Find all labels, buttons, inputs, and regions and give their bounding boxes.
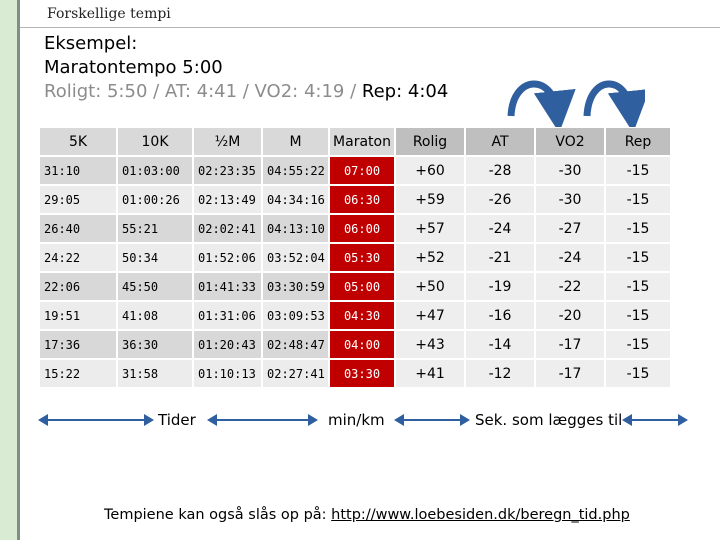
table-row — [40, 331, 670, 358]
header-vo2: VO2 — [536, 128, 604, 155]
cell-rep: -15 — [606, 331, 670, 358]
double-arrow-icon-sek-right — [620, 410, 690, 430]
double-arrow-icon-minkm — [205, 410, 320, 430]
cell-at: -12 — [466, 360, 534, 387]
cell-rep: -15 — [606, 273, 670, 300]
footer-note — [104, 507, 630, 523]
header-marathon-time: M — [263, 128, 328, 155]
cell-marathon: 04:55:22 — [263, 157, 328, 184]
header-at: AT — [466, 128, 534, 155]
cell-vo2: -30 — [536, 157, 604, 184]
curved-arrows-icon — [495, 72, 645, 127]
header-half-marathon: ½M — [194, 128, 261, 155]
cell-5k: 31:10 — [40, 157, 116, 184]
cell-10k: 31:58 — [118, 360, 192, 387]
cell-marathon: 03:52:04 — [263, 244, 328, 271]
label-minkm: min/km — [328, 411, 385, 429]
cell-vo2: -24 — [536, 244, 604, 271]
cell-maraton-pace: 06:30 — [330, 186, 394, 213]
cell-at: -28 — [466, 157, 534, 184]
paces-line-muted: Roligt: 5:50 / AT: 4:41 / VO2: 4:19 / — [44, 81, 357, 102]
table-row — [40, 186, 670, 213]
cell-rep: -15 — [606, 302, 670, 329]
header-rep: Rep — [606, 128, 670, 155]
cell-maraton-pace: 04:00 — [330, 331, 394, 358]
cell-5k: 29:05 — [40, 186, 116, 213]
cell-5k: 17:36 — [40, 331, 116, 358]
marathon-pace-line: Maratontempo 5:00 — [44, 57, 223, 78]
cell-10k: 55:21 — [118, 215, 192, 242]
cell-vo2: -17 — [536, 331, 604, 358]
title-block — [44, 32, 448, 104]
cell-10k: 41:08 — [118, 302, 192, 329]
cell-rolig: +41 — [396, 360, 464, 387]
cell-rolig: +43 — [396, 331, 464, 358]
cell-half-marathon: 01:31:06 — [194, 302, 261, 329]
cell-half-marathon: 02:13:49 — [194, 186, 261, 213]
cell-maraton-pace: 05:30 — [330, 244, 394, 271]
cell-at: -14 — [466, 331, 534, 358]
cell-10k: 50:34 — [118, 244, 192, 271]
cell-half-marathon: 01:52:06 — [194, 244, 261, 271]
header-maraton-pace: Maraton — [330, 128, 394, 155]
cell-10k: 45:50 — [118, 273, 192, 300]
cell-vo2: -30 — [536, 186, 604, 213]
label-sek: Sek. som lægges til — [475, 411, 623, 429]
cell-maraton-pace: 03:30 — [330, 360, 394, 387]
table-row — [40, 302, 670, 329]
cell-vo2: -17 — [536, 360, 604, 387]
tempo-table — [38, 126, 672, 389]
cell-half-marathon: 02:02:41 — [194, 215, 261, 242]
header-rolig: Rolig — [396, 128, 464, 155]
table-row — [40, 157, 670, 184]
double-arrow-icon-tider — [36, 410, 156, 430]
cell-5k: 24:22 — [40, 244, 116, 271]
cell-at: -21 — [466, 244, 534, 271]
double-arrow-icon-sek-left — [392, 410, 472, 430]
cell-rolig: +60 — [396, 157, 464, 184]
table-header-row — [40, 128, 670, 155]
example-label: Eksempel: — [44, 33, 138, 54]
cell-half-marathon: 01:41:33 — [194, 273, 261, 300]
cell-maraton-pace: 05:00 — [330, 273, 394, 300]
footer-text: Tempiene kan også slås op på: — [104, 507, 332, 523]
cell-10k: 01:03:00 — [118, 157, 192, 184]
header-divider — [20, 27, 720, 28]
slide-sidebar — [0, 0, 20, 540]
cell-half-marathon: 02:23:35 — [194, 157, 261, 184]
cell-vo2: -27 — [536, 215, 604, 242]
cell-rolig: +52 — [396, 244, 464, 271]
cell-maraton-pace: 06:00 — [330, 215, 394, 242]
cell-at: -26 — [466, 186, 534, 213]
cell-half-marathon: 01:10:13 — [194, 360, 261, 387]
table-row — [40, 215, 670, 242]
cell-maraton-pace: 04:30 — [330, 302, 394, 329]
cell-marathon: 04:13:10 — [263, 215, 328, 242]
cell-rep: -15 — [606, 157, 670, 184]
header-10k: 10K — [118, 128, 192, 155]
cell-5k: 22:06 — [40, 273, 116, 300]
curved-arrow-right — [587, 84, 631, 116]
cell-rolig: +47 — [396, 302, 464, 329]
paces-line — [44, 80, 448, 104]
cell-rep: -15 — [606, 360, 670, 387]
cell-maraton-pace: 07:00 — [330, 157, 394, 184]
cell-marathon: 02:48:47 — [263, 331, 328, 358]
table-row — [40, 244, 670, 271]
cell-at: -19 — [466, 273, 534, 300]
cell-half-marathon: 01:20:43 — [194, 331, 261, 358]
cell-vo2: -20 — [536, 302, 604, 329]
table-row — [40, 360, 670, 387]
cell-marathon: 03:09:53 — [263, 302, 328, 329]
cell-rolig: +59 — [396, 186, 464, 213]
table-row — [40, 273, 670, 300]
paces-line-rep: Rep: 4:04 — [356, 81, 449, 102]
header-5k: 5K — [40, 128, 116, 155]
footer-link[interactable]: http://www.loebesiden.dk/beregn_tid.php — [331, 507, 630, 523]
cell-10k: 01:00:26 — [118, 186, 192, 213]
cell-rep: -15 — [606, 215, 670, 242]
cell-rep: -15 — [606, 244, 670, 271]
curved-arrow-left — [511, 84, 557, 116]
cell-at: -16 — [466, 302, 534, 329]
cell-10k: 36:30 — [118, 331, 192, 358]
cell-at: -24 — [466, 215, 534, 242]
cell-5k: 26:40 — [40, 215, 116, 242]
cell-5k: 19:51 — [40, 302, 116, 329]
cell-5k: 15:22 — [40, 360, 116, 387]
cell-marathon: 04:34:16 — [263, 186, 328, 213]
cell-rep: -15 — [606, 186, 670, 213]
cell-rolig: +57 — [396, 215, 464, 242]
cell-vo2: -22 — [536, 273, 604, 300]
cell-marathon: 02:27:41 — [263, 360, 328, 387]
cell-marathon: 03:30:59 — [263, 273, 328, 300]
cell-rolig: +50 — [396, 273, 464, 300]
slide-header: Forskellige tempi — [47, 6, 171, 22]
label-tider: Tider — [158, 411, 196, 429]
